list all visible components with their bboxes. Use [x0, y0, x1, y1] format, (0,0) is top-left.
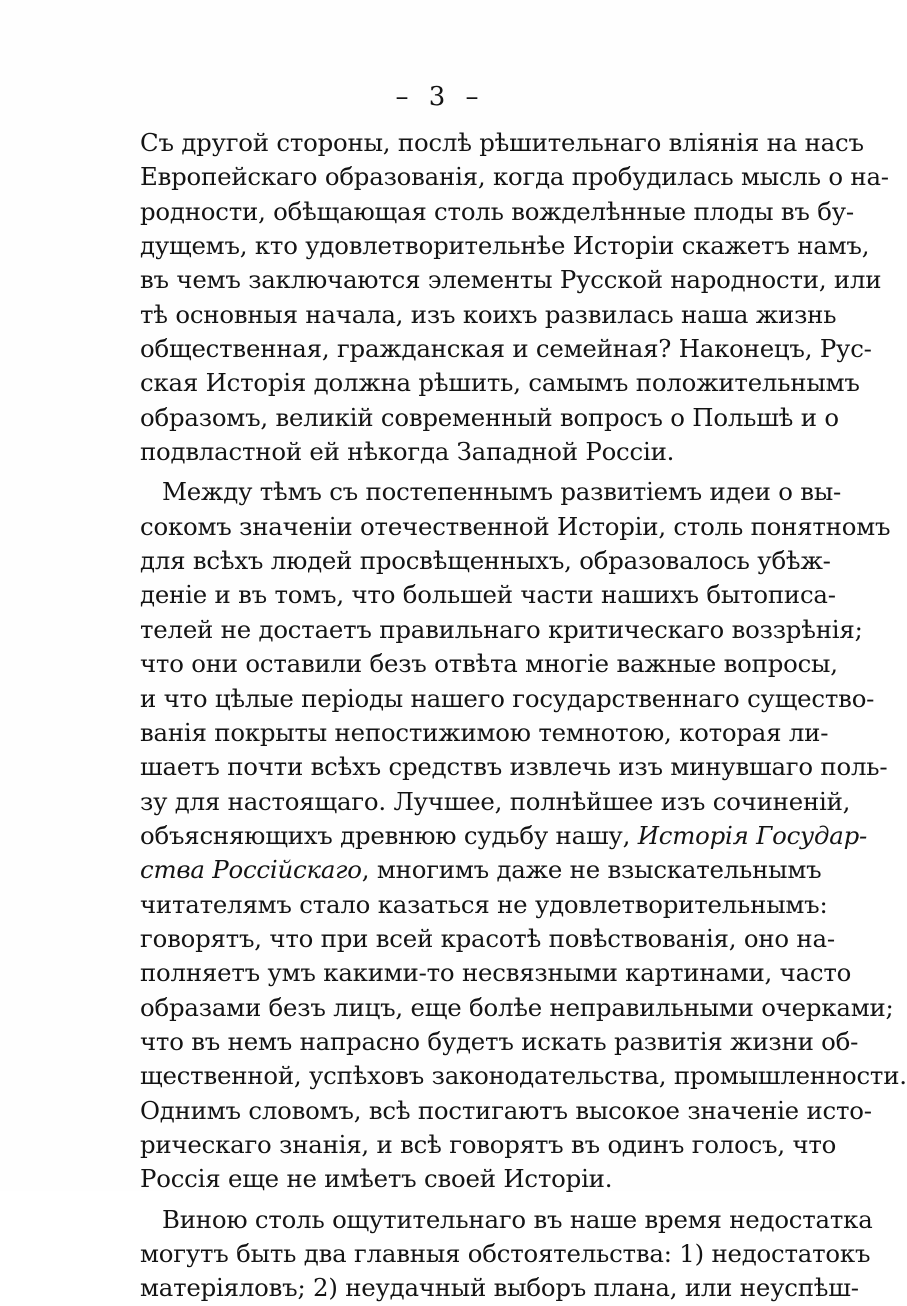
text-line: образомъ, великій современный вопросъ о Польшѣ и о — [140, 402, 839, 432]
text-line: Съ другой стороны, послѣ рѣшительнаго вліянія на насъ — [140, 128, 864, 157]
text-line: тѣ основныя начала, изъ коихъ развилась наша жизнь — [140, 299, 837, 329]
text-line: читателямъ стало казаться не удовлетворительнымъ: — [140, 889, 828, 919]
text-line: щественной, успѣховъ законодательства, промышленности. — [140, 1061, 907, 1091]
text-line: шаетъ почти всѣхъ средствъ извлечь изъ минувшаго поль- — [140, 752, 888, 782]
text-line: сокомъ значеніи отечественной Исторіи, столь понятномъ — [140, 511, 891, 541]
text-line: деніе и въ томъ, что большей части нашихъ бытописа- — [140, 580, 836, 610]
text-line: Между тѣмъ съ постепеннымъ развитіемъ идеи о вы- — [162, 477, 842, 507]
text-line: Европейскаго образованія, когда пробудилась мысль о на- — [140, 162, 889, 192]
text-line: говорятъ, что при всей красотѣ повѣствованія, оно на- — [140, 923, 835, 953]
text-line: Однимъ словомъ, всѣ постигаютъ высокое значеніе исто- — [140, 1095, 872, 1125]
text-line: въ чемъ заключаются элементы Русской народности, или — [140, 265, 882, 295]
text-line: и что цѣлые періоды нашего государственнаго существо- — [140, 683, 875, 713]
text-line: ванія покрыты непостижимою темнотою, которая ли- — [140, 717, 829, 747]
text-line: телей не достаетъ правильнаго критическаго воззрѣнія; — [140, 614, 863, 644]
text-line: рическаго знанія, и всѣ говорятъ въ одинъ голосъ, что — [140, 1129, 837, 1159]
text-run: объясняющихъ древнюю судьбу нашу, — [140, 820, 631, 850]
text-line: для всѣхъ людей просвѣщенныхъ, образовалось убѣж- — [140, 546, 831, 576]
text-line: Россія еще не имѣетъ своей Исторіи. — [140, 1164, 613, 1194]
text-line: ская Исторія должна рѣшить, самымъ положительнымъ — [140, 368, 860, 398]
book-title-italic: Исторія Государ- — [637, 820, 868, 850]
page-number: – 3 – — [395, 82, 485, 112]
text-line: матеріяловъ; 2) неудачный выборъ плана, или неуспѣш- — [140, 1273, 859, 1303]
text-line: образами безъ лицъ, еще болѣе неправильными очерками; — [140, 992, 894, 1022]
text-line: Виною столь ощутительнаго въ наше время недостатка — [162, 1204, 873, 1234]
text-line: что въ немъ напрасно будетъ искать развитія жизни об- — [140, 1026, 859, 1056]
text-line — [140, 853, 822, 887]
text-line: могутъ быть два главныя обстоятельства: 1) недостатокъ — [140, 1239, 871, 1268]
text-line: зу для настоящаго. Лучшее, полнѣйшее изъ сочиненій, — [140, 786, 851, 816]
text-line: дущемъ, кто удовлетворительнѣе Исторіи скажетъ намъ, — [140, 231, 870, 261]
text-line: родности, обѣщающая столь вожделѣнные плоды въ бу- — [140, 196, 854, 226]
text-run: , многимъ даже не взыскательнымъ — [361, 855, 822, 885]
text-line: общественная, гражданская и семейная? Наконецъ, Рус- — [140, 334, 872, 364]
book-title-italic: ства Россійскаго — [140, 855, 362, 885]
text-line: полняетъ умъ какими-то несвязными картинами, часто — [140, 958, 852, 988]
text-line: что они оставили безъ отвѣта многіе важные вопросы, — [140, 649, 838, 679]
text-line: подвластной ей нѣкогда Западной Россіи. — [140, 437, 675, 467]
body-text — [140, 126, 907, 1306]
text-line — [140, 819, 868, 853]
